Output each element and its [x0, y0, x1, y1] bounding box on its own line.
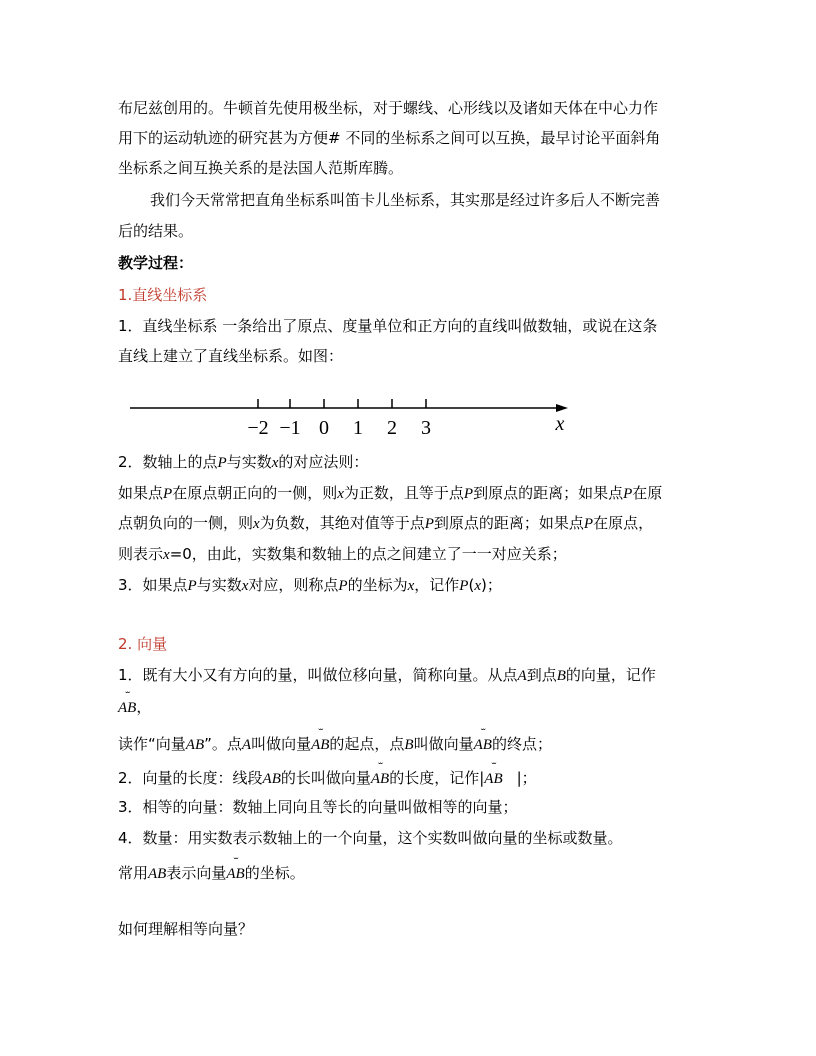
paragraph-line: 后的结果。 — [118, 222, 194, 240]
tick-label: 3 — [421, 417, 431, 439]
number-line-arrow — [556, 404, 568, 412]
paragraph-line: 布尼兹创用的。牛顿首先使用极坐标，对于螺线、心形线以及诸如天体在中心力作 — [118, 99, 659, 117]
section-title-vector: 2. 向量 — [118, 635, 168, 653]
s2-item1-line: ˇˇ AB， — [118, 690, 152, 716]
tick-label: 1 — [353, 417, 363, 439]
vector-ab: ˇˇ AB — [226, 856, 245, 882]
vector-ab: ˇˇ AB — [311, 727, 330, 753]
s2-item2-line: 2．向量的长度：线段AB的长叫做向量 ˇˇ AB的长度，记作| ˇˇ AB |； — [118, 761, 537, 787]
s2-item3-line: 3．相等的向量：数轴上同向且等长的向量叫做相等的向量； — [118, 798, 518, 816]
tick-label: −1 — [279, 417, 301, 439]
vector-ab: ˇˇ AB — [370, 761, 390, 787]
question-line: 如何理解相等向量？ — [118, 920, 254, 938]
paragraph-line: 坐标系之间互换关系的是法国人范斯库腾。 — [118, 159, 404, 177]
vector-ab: ˇˇ AB — [118, 690, 137, 716]
s1-rule-line: 点朝负向的一侧，则x为负数，其绝对值等于点P到原点的距离；如果点P在原点， — [118, 514, 654, 532]
tick-label: 0 — [319, 417, 329, 439]
tick-label: 2 — [387, 417, 397, 439]
s1-item2-line: 2．数轴上的点P与实数x的对应法则： — [118, 453, 369, 471]
section-title-line-coordinate: 1.直线坐标系 — [118, 286, 208, 304]
s1-item3-line: 3．如果点P与实数x对应，则称点P的坐标为x，记作P(x)； — [118, 576, 502, 594]
s1-item1-line: 1．直线坐标系 一条给出了原点、度量单位和正方向的直线叫做数轴，或说在这条 — [118, 317, 658, 335]
s2-item5-line: 常用AB表示向量 ˇˇ AB的坐标。 — [118, 856, 305, 882]
teaching-process-heading: 教学过程： — [118, 254, 194, 272]
axis-label-x: x — [555, 413, 565, 435]
paragraph-line: 我们今天常常把直角坐标系叫笛卡儿坐标系，其实那是经过许多后人不断完善 — [150, 191, 661, 209]
s2-item4-line: 4．数量：用实数表示数轴上的一个向量，这个实数叫做向量的坐标或数量。 — [118, 829, 623, 847]
s1-item1-line: 直线上建立了直线坐标系。如图： — [118, 347, 344, 365]
paragraph-line: 用下的运动轨迹的研究甚为方便# 不同的坐标系之间可以互换，最早讨论平面斜角 — [118, 129, 661, 147]
vector-ab: ˇˇ AB — [484, 761, 503, 787]
s1-rule-line: 则表示x=0，由此，实数集和数轴上的点之间建立了一一对应关系； — [118, 545, 567, 563]
s1-rule-line: 如果点P在原点朝正向的一侧，则x为正数，且等于点P到原点的距离；如果点P在原 — [118, 484, 663, 502]
tick-label: −2 — [247, 417, 269, 439]
s2-item1-line: 1．既有大小又有方向的量，叫做位移向量，简称向量。从点A到点B的向量，记作 — [118, 666, 656, 684]
number-line-figure — [128, 392, 578, 440]
vector-ab: ˇˇ AB — [473, 727, 492, 753]
s2-item1-line: 读作“向量AB”。点A叫做向量 ˇˇ AB的起点，点B叫做向量 ˇˇ AB的终点； — [118, 727, 552, 753]
